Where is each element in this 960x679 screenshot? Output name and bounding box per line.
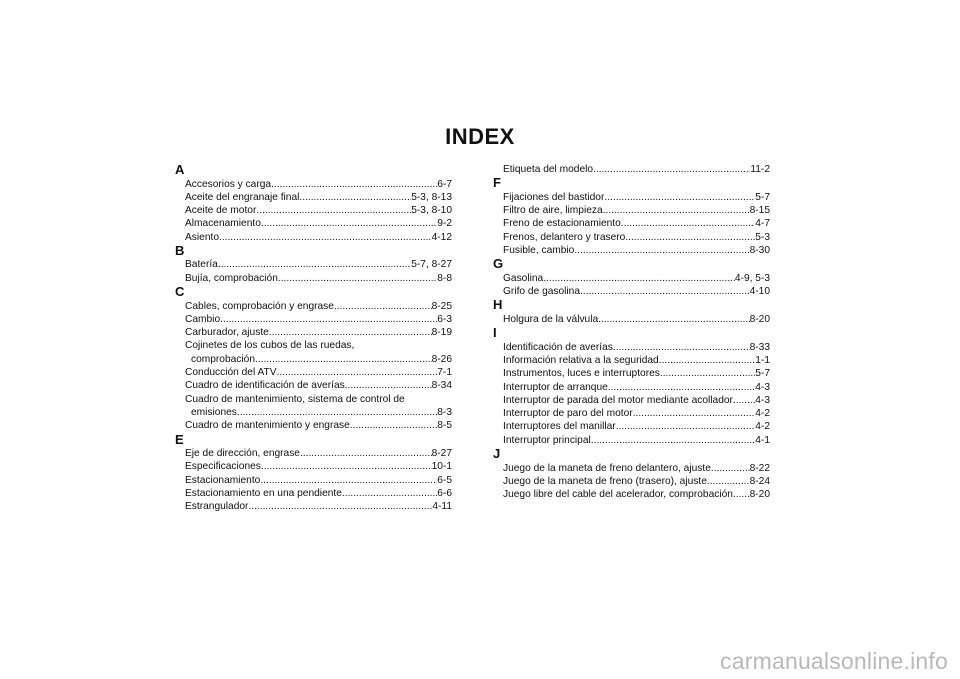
index-entry: Juego de la maneta de freno delantero, ajuste ..... 8-22	[494, 462, 770, 475]
index-entry: Frenos, delantero y trasero ..... 5-3	[494, 231, 770, 244]
index-column-right	[494, 163, 770, 501]
index-section-e-continued	[494, 163, 770, 176]
index-entry: emisiones ..... 8-3	[176, 406, 452, 419]
section-letter: G	[493, 256, 504, 272]
index-entry: Freno de estacionamiento ..... 4-7	[494, 217, 770, 230]
index-section-e	[176, 433, 452, 514]
index-section-j	[494, 447, 770, 501]
index-entry: Gasolina ..... 4-9, 5-3	[494, 272, 770, 285]
index-entry: Juego de la maneta de freno (trasero), ajuste ..... 8-24	[494, 475, 770, 488]
index-entry: Conducción del ATV ..... 7-1	[176, 366, 452, 379]
index-entry-first-line: Cuadro de mantenimiento, sistema de control de	[185, 393, 405, 405]
section-letter: E	[175, 431, 184, 447]
index-entry: Información relativa a la seguridad ..... 1-1	[494, 354, 770, 367]
section-letter: C	[175, 284, 185, 300]
index-entry: Aceite del engranaje final ..... 5-3, 8-13	[176, 191, 452, 204]
index-section-h	[494, 298, 770, 326]
section-letter: A	[175, 162, 185, 177]
section-letter: F	[493, 175, 501, 191]
section-letter: B	[175, 242, 185, 258]
index-section-i	[494, 326, 770, 447]
index-entry: Interruptor de parada del motor mediante acollador ..... 4-3	[494, 394, 770, 407]
index-section-a	[176, 163, 452, 244]
index-column-left	[176, 163, 452, 514]
index-entry: Interruptor principal ..... 4-1	[494, 434, 770, 447]
index-entry: Instrumentos, luces e interruptores ..... 5-7	[494, 367, 770, 380]
index-entry: Interruptor de paro del motor ..... 4-2	[494, 407, 770, 420]
section-letter: I	[493, 325, 497, 341]
index-entry: Holgura de la válvula ..... 8-20	[494, 313, 770, 326]
index-entry: Bujía, comprobación ..... 8-8	[176, 272, 452, 285]
index-entry: Asiento ..... 4-12	[176, 231, 452, 244]
index-entry: Juego libre del cable del acelerador, comprobación ..... 8-20	[494, 488, 770, 501]
page-title: INDEX	[445, 124, 515, 149]
index-entry: Almacenamiento ..... 9-2	[176, 217, 452, 230]
index-entry: Cambio ..... 6-3	[176, 313, 452, 326]
index-section-f	[494, 176, 770, 257]
index-entry: Fijaciones del bastidor ..... 5-7	[494, 191, 770, 204]
index-entry: Interruptor de arranque ..... 4-3	[494, 381, 770, 394]
index-entry-first-line: Cojinetes de los cubos de las ruedas,	[185, 340, 355, 352]
index-entry: Estacionamiento en una pendiente ..... 6-6	[176, 487, 452, 500]
section-letter: H	[493, 297, 503, 313]
index-section-g	[494, 257, 770, 298]
index-entry: Aceite de motor ..... 5-3, 8-10	[176, 204, 452, 217]
index-entry: Cuadro de identificación de averías ..... 8-34	[176, 379, 452, 392]
index-entry: Eje de dirección, engrase ..... 8-27	[176, 447, 452, 460]
index-entry: Interruptores del manillar ..... 4-2	[494, 420, 770, 433]
index-entry: Etiqueta del modelo ..... 11-2	[494, 163, 770, 176]
index-entry: Batería ..... 5-7, 8-27	[176, 258, 452, 271]
index-entry: Accesorios y carga ..... 6-7	[176, 178, 452, 191]
index-section-b	[176, 244, 452, 285]
index-entry: Especificaciones ..... 10-1	[176, 460, 452, 473]
index-entry: Cuadro de mantenimiento y engrase ..... 8-5	[176, 419, 452, 432]
section-letter: J	[493, 446, 501, 462]
index-entry: Filtro de aire, limpieza ..... 8-15	[494, 204, 770, 217]
watermark: carmanualsonline.info	[720, 648, 948, 674]
index-entry: Cables, comprobación y engrase ..... 8-25	[176, 300, 452, 313]
index-entry: Estrangulador ..... 4-11	[176, 500, 452, 513]
index-entry: Grifo de gasolina ..... 4-10	[494, 285, 770, 298]
index-entry: Carburador, ajuste ..... 8-19	[176, 326, 452, 339]
index-entry: comprobación ..... 8-26	[176, 353, 452, 366]
index-entry: Estacionamiento ..... 6-5	[176, 474, 452, 487]
index-entry: Fusible, cambio ..... 8-30	[494, 244, 770, 257]
index-entry: Identificación de averías ..... 8-33	[494, 341, 770, 354]
index-section-c	[176, 285, 452, 432]
